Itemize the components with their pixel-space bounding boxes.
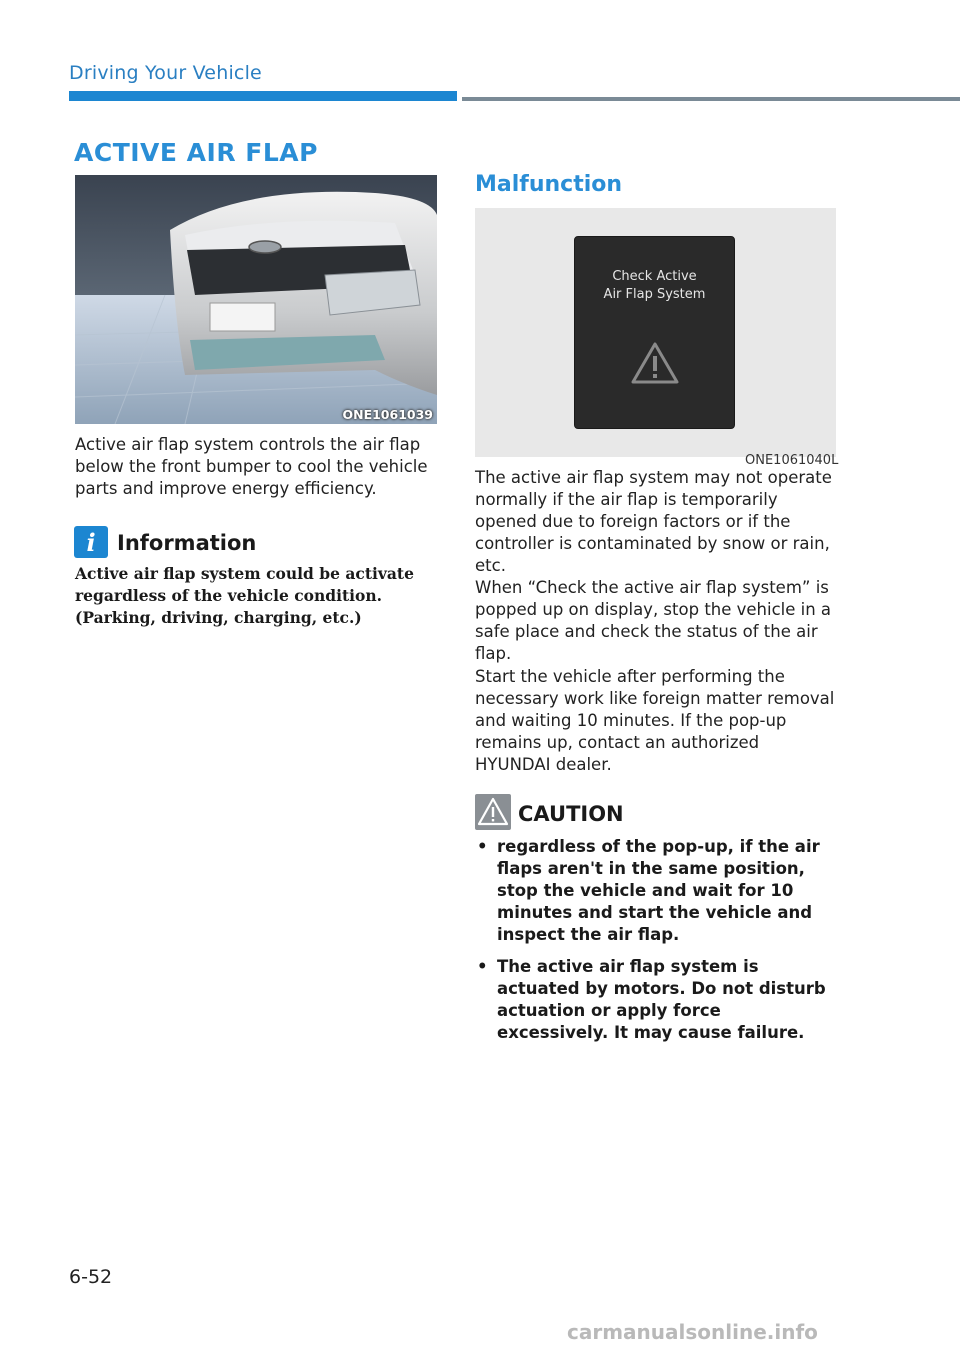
caution-item <box>475 956 837 1044</box>
page-number: 6-52 <box>69 1266 113 1288</box>
malfunction-paragraph-1: The active air flap system may not operate normally if the air flap is temporarily opened due to foreign factors or if the controller is contaminated by snow or rain, etc. <box>475 468 832 575</box>
header-rule-gray <box>462 97 960 101</box>
chapter-title: Driving Your Vehicle <box>69 62 262 84</box>
cluster-display-image <box>475 208 836 457</box>
section-title: ACTIVE AIR FLAP <box>74 138 318 167</box>
caution-item <box>475 836 837 946</box>
svg-text:i: i <box>86 528 96 557</box>
warning-icon <box>631 341 679 385</box>
info-icon <box>74 526 108 558</box>
car-front-illustration <box>75 175 437 424</box>
bullet: • <box>477 957 488 976</box>
cluster-message-line-1: Check Active <box>612 269 697 284</box>
bullet: • <box>477 837 488 856</box>
image-code: ONE1061039 <box>342 407 433 422</box>
caution-title: CAUTION <box>518 802 624 826</box>
information-text: Active air flap system could be activate regardless of the vehicle condition.(Parking, driving, charging, etc.) <box>75 564 414 627</box>
header-rule-blue <box>69 91 457 101</box>
cluster-message-line-2: Air Flap System <box>603 287 706 302</box>
watermark: carmanualsonline.info <box>567 1320 818 1344</box>
malfunction-paragraph-3: Start the vehicle after performing the necessary work like foreign matter removal and waiting 10 minutes. If the pop-up remains up, contact an authorized HYUNDAI dealer. <box>475 667 835 774</box>
information-title: Information <box>117 531 257 555</box>
caution-icon <box>475 794 511 830</box>
caution-item-text: The active air flap system is actuated by motors. Do not disturb actuation or apply force excessively. It may cause failure. <box>497 957 826 1042</box>
caution-list <box>475 836 837 1054</box>
cluster-screen <box>574 236 735 429</box>
cluster-image-code: ONE1061040L <box>745 453 839 468</box>
car-front-image <box>75 175 437 424</box>
malfunction-paragraph-2: When “Check the active air flap system” is popped up on display, stop the vehicle in a safe place and check the status of the air flap. <box>475 578 832 663</box>
intro-paragraph: Active air flap system controls the air flap below the front bumper to cool the vehicle parts and improve energy efficiency. <box>75 435 428 498</box>
caution-item-text: regardless of the pop-up, if the air flaps aren't in the same position, stop the vehicle and wait for 10 minutes and start the vehicle and inspect the air flap. <box>497 837 820 944</box>
malfunction-title: Malfunction <box>475 172 623 197</box>
